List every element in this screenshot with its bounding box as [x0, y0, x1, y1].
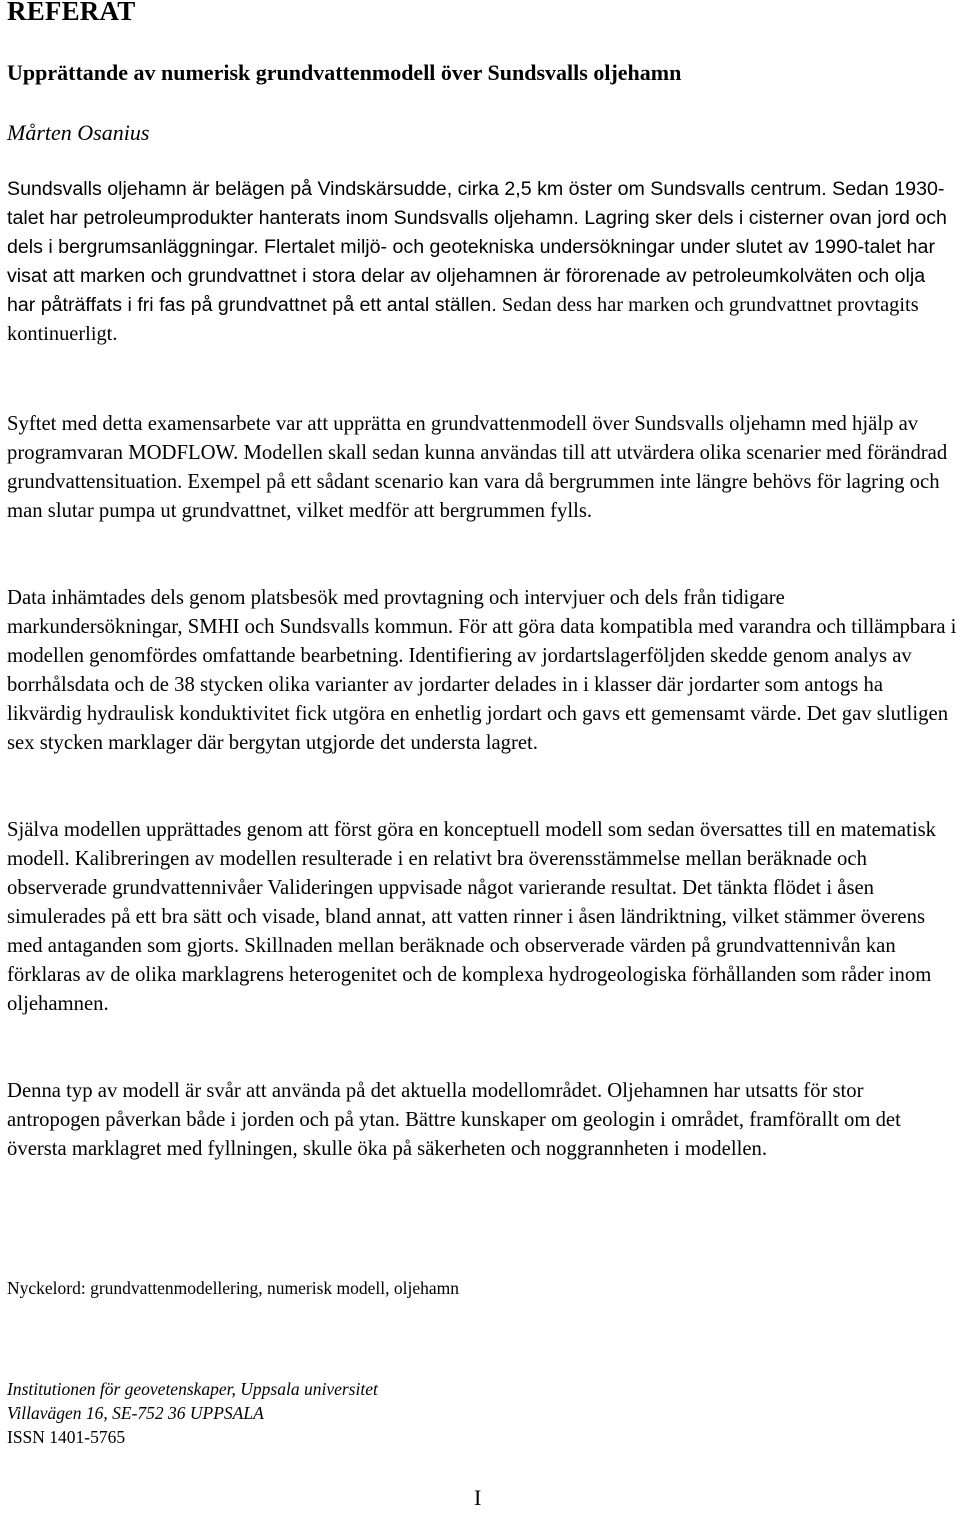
keywords: Nyckelord: grundvattenmodellering, numerisk modell, oljehamn [7, 1278, 459, 1298]
paragraph-2: Syftet med detta examensarbete var att upprätta en grundvattenmodell över Sundsvalls oljehamn med hjälp av programvaran MODFLOW. Modellen skall sedan kunna användas till att utvärdera olika scenarier med förändrad grundvattensituation. Exempel på ett sådant scenario kan vara då bergrummen inte längre behövs för lagring och man slutar pumpa ut grundvattnet, vilket medför att bergrummen fylls. [7, 413, 948, 522]
institution-address: Villavägen 16, SE-752 36 UPPSALA [7, 1403, 264, 1423]
author-name: Mårten Osanius [7, 120, 150, 145]
paragraph-1-continuation: Sedan dess har marken och grundvattnet provtagits kontinuerligt. [7, 294, 919, 345]
paragraph-3: Data inhämtades dels genom platsbesök med provtagning och intervjuer och dels från tidigare markundersökningar, SMHI och Sundsvalls kommun. För att göra data kompatibla med varandra och tillämpbara i modellen genomfördes omfattande bearbetning. Identifiering av jordartslagerföljden skedde genom analys av borrhålsdata och de 38 stycken olika varianter av jordarter delades in i klasser där jordarter som antogs ha likvärdig hydraulisk konduktivitet fick utgöra en enhetlig jordart och gavs ett gemensamt värde. Det gav slutligen sex stycken marklager där bergytan utgjorde det understa lagret. [7, 587, 957, 754]
document-title: Upprättande av numerisk grundvattenmodell över Sundsvalls oljehamn [7, 60, 682, 85]
paragraph-1 [7, 175, 957, 349]
paragraph-4: Själva modellen upprättades genom att först göra en konceptuell modell som sedan översattes till en matematisk modell. Kalibreringen av modellen resulterade i en relativt bra överensstämmelse mellan beräknade och observerade grundvattennivåer Valideringen uppvisade något varierande resultat. Det tänkta flödet i åsen simulerades på ett bra sätt och visade, bland annat, att vatten rinner i åsen ländriktning, vilket stämmer överens med antaganden som gjorts. Skillnaden mellan beräknade och observerade värden på grundvattennivån kan förklaras av de olika marklagrens heterogenitet och de komplexa hydrogeologiska förhållanden som råder inom oljehamnen. [7, 819, 936, 1015]
section-heading: REFERAT [7, 0, 136, 26]
institution-block [7, 1377, 378, 1449]
issn: ISSN 1401-5765 [7, 1427, 126, 1447]
paragraph-5: Denna typ av modell är svår att använda på det aktuella modellområdet. Oljehamnen har utsatts för stor antropogen påverkan både i jorden och på ytan. Bättre kunskaper om geologin i området, framförallt om det översta marklagret med fyllningen, skulle öka på säkerheten och noggrannheten i modellen. [7, 1080, 901, 1160]
page-number: I [474, 1485, 482, 1510]
institution-name: Institutionen för geovetenskaper, Uppsala universitet [7, 1379, 378, 1399]
paragraph-1-text: Sundsvalls oljehamn är belägen på Vindskärsudde, cirka 2,5 km öster om Sundsvalls centrum. Sedan 1930-talet har petroleumprodukter hanterats inom Sundsvalls oljehamn. Lagring sker dels i cisterner ovan jord och dels i bergrumsanläggningar. Flertalet miljö- och geotekniska undersökningar under slutet av 1990-talet har visat att marken och grundvattnet i stora delar av oljehamnen är förorenade av petroleumkolväten och olja har påträffats i fri fas på grundvattnet på ett antal ställen. [7, 178, 947, 316]
